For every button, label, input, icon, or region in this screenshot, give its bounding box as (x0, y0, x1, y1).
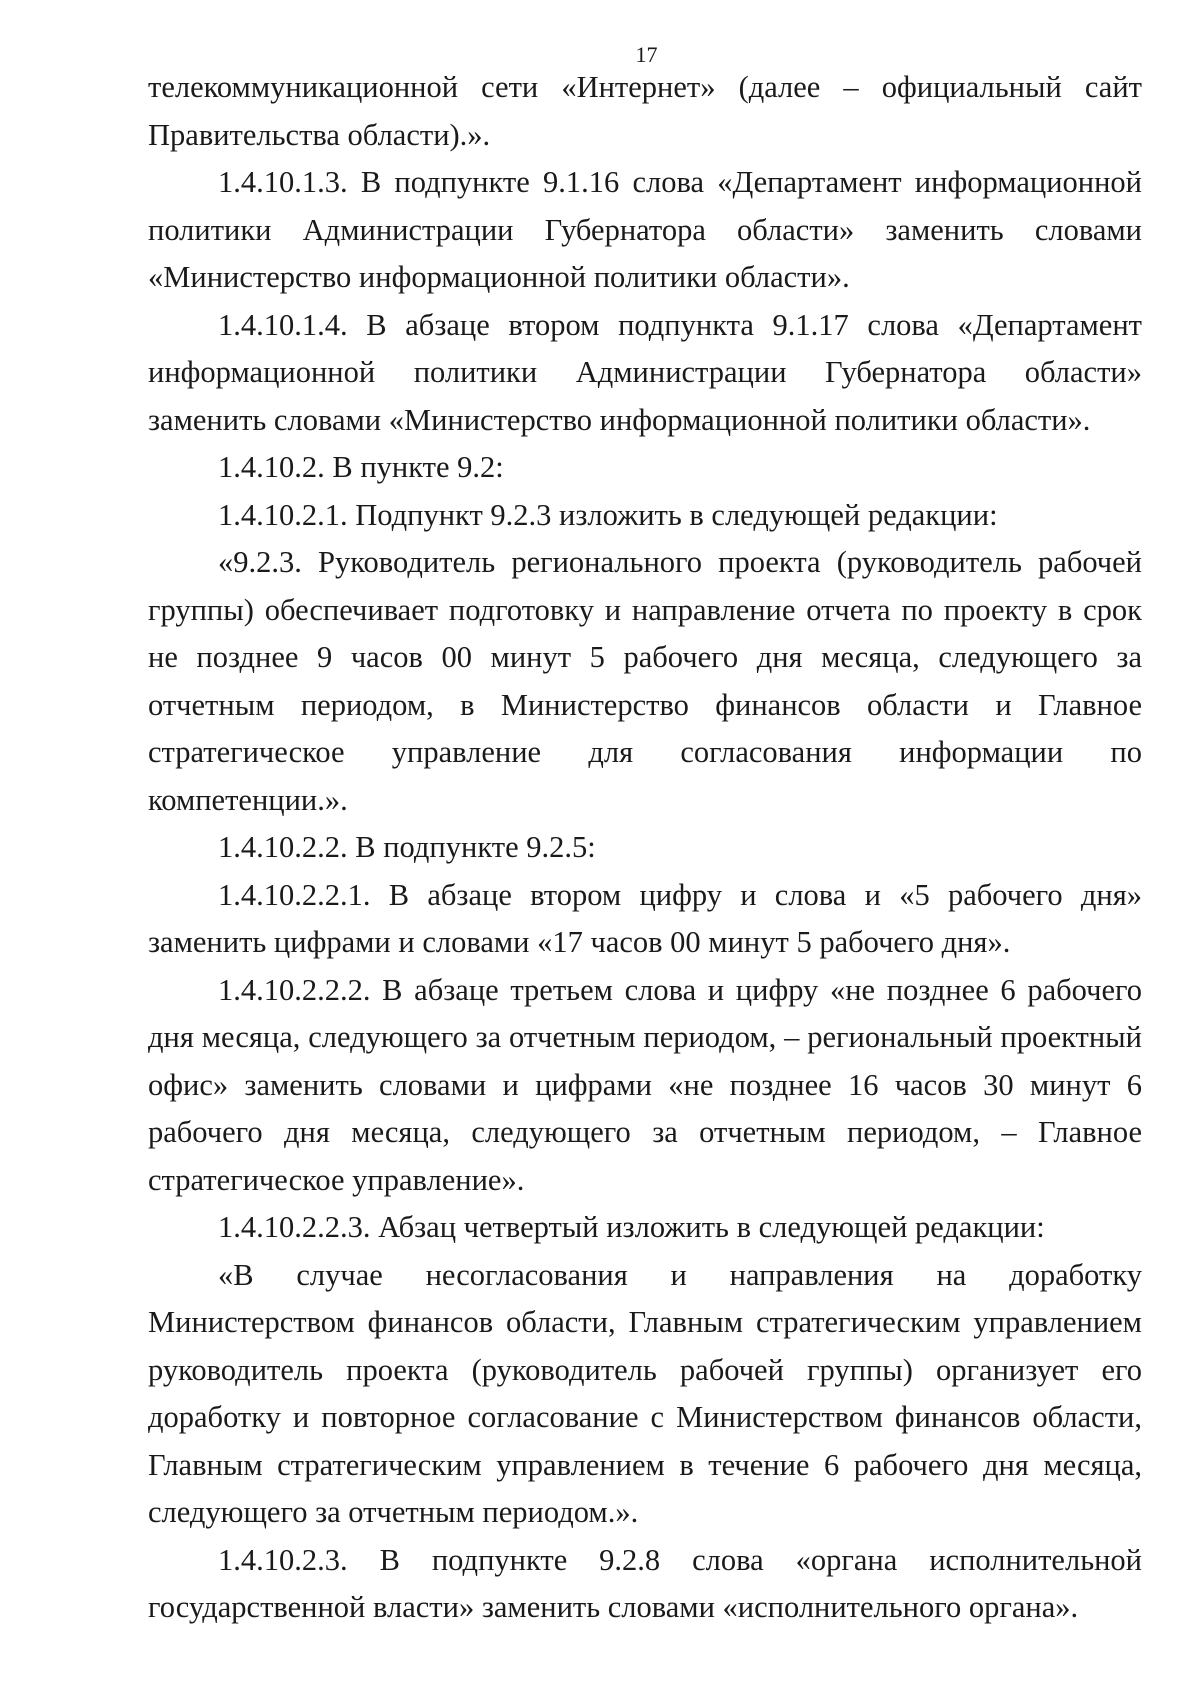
paragraph-quote-9-2-3: «9.2.3. Руководитель регионального проекта (руководитель рабочей группы) обеспечивает подготовку и направление отчета по проекту в срок не позднее 9 часов 00 минут 5 рабочего дня месяца, следующего за отчетным периодом, в Министерство финансов области и Главное стратегическое управление для согласования информации по компетенции.». (148, 545, 1142, 817)
paragraph-1-4-10-1-3: 1.4.10.1.3. В подпункте 9.1.16 слова «Департамент информационной политики Администрации Губернатора области» заменить словами «Министерство информационной политики области». (148, 165, 1142, 294)
paragraph-1-4-10-2-2: 1.4.10.2.2. В подпункте 9.2.5: (218, 830, 596, 864)
paragraph-1-4-10-2: 1.4.10.2. В пункте 9.2: (218, 450, 504, 484)
paragraph-1-4-10-2-1: 1.4.10.2.1. Подпункт 9.2.3 изложить в следующей редакции: (218, 497, 998, 532)
paragraph-quote-paragraph-four: «В случае несогласования и направления на доработку Министерством финансов области, Главным стратегическим управлением руководитель проекта (руководитель рабочей группы) организует его доработку и повторное согласование с Министерством финансов области, Главным стратегическим управлением в течение 6 рабочего дня месяца, следующего за отчетным периодом.». (148, 1257, 1142, 1529)
paragraph-1-4-10-2-2-3: 1.4.10.2.2.3. Абзац четвертый изложить в следующей редакции: (218, 1210, 1045, 1244)
page-number: 17 (635, 42, 658, 67)
paragraph-1-4-10-2-2-1: 1.4.10.2.2.1. В абзаце втором цифру и слова и «5 рабочего дня» заменить цифрами и словами «17 часов 00 минут 5 рабочего дня». (148, 877, 1142, 959)
paragraph-1-4-10-2-3: 1.4.10.2.3. В подпункте 9.2.8 слова «органа исполнительной государственной власти» заменить словами «исполнительного органа». (148, 1542, 1142, 1624)
paragraph-continuation: телекоммуникационной сети «Интернет» (далее – официальный сайт Правительства области).». (148, 70, 1142, 152)
paragraph-1-4-10-2-2-2: 1.4.10.2.2.2. В абзаце третьем слова и цифру «не позднее 6 рабочего дня месяца, следующего за отчетным периодом, – региональный проектный офис» заменить словами и цифрами «не позднее 16 часов 30 минут 6 рабочего дня месяца, следующего за отчетным периодом, – Главное стратегическое управление». (148, 972, 1142, 1197)
document-body (148, 64, 1142, 1632)
paragraph-1-4-10-1-4: 1.4.10.1.4. В абзаце втором подпункта 9.1.17 слова «Департамент информационной политики Администрации Губернатора области» заменить словами «Министерство информационной политики области». (148, 307, 1142, 437)
